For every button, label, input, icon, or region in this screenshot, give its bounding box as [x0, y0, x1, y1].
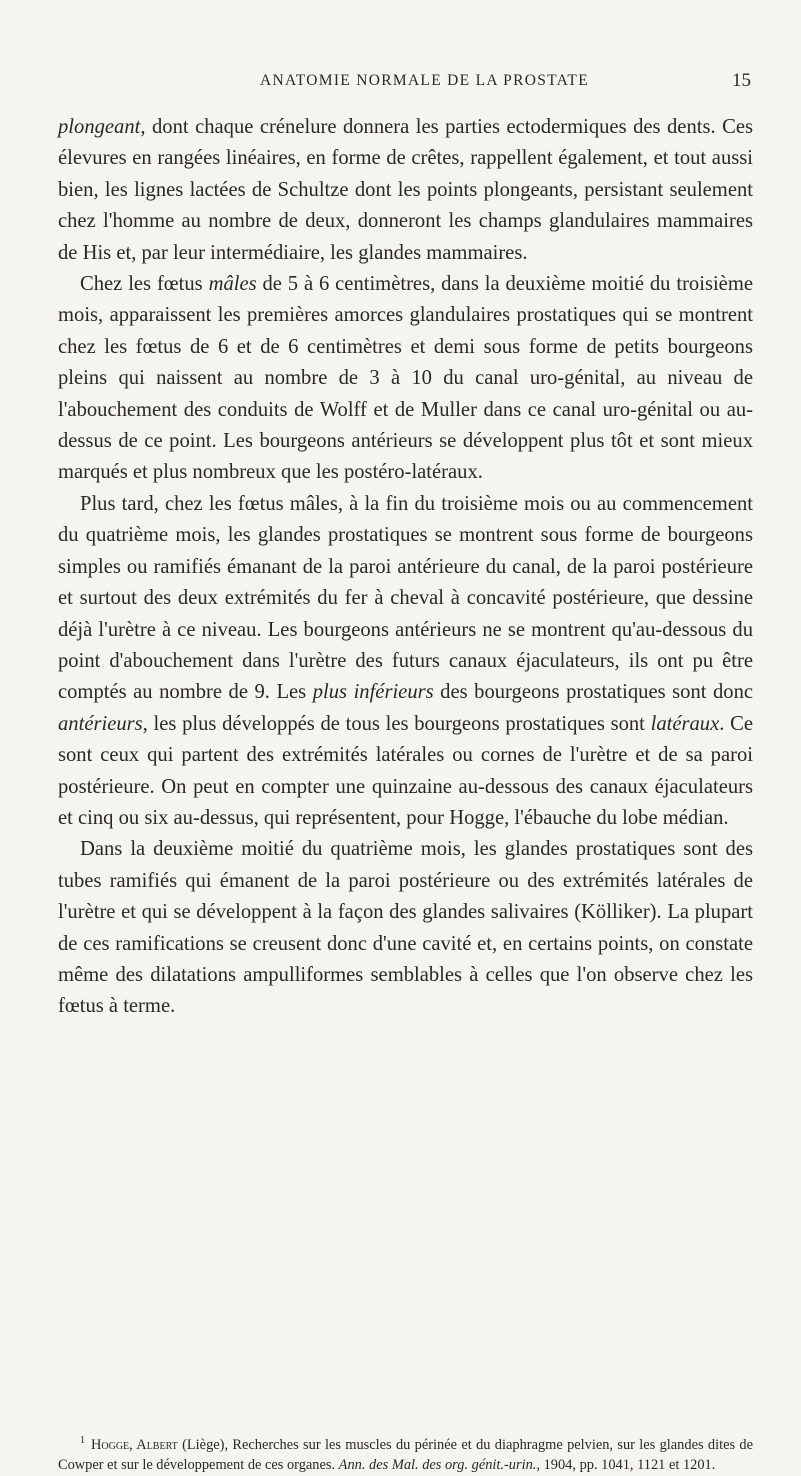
footnote-ref: , 1904, pp. 1041, 1121 et 1201.: [536, 1457, 716, 1474]
paragraph-text: Chez les fœtus: [80, 273, 209, 296]
paragraph-text: de 5 à 6 centimètres, dans la deuxième moitié du troisième mois, apparaissent les premières amorces glandulaires prostatiques qui se montrent chez les fœtus de 6 et de 6 centimètres et demi sous forme de petits bourgeons pleins qui naissent au nombre de 3 à 10 du canal uro-génital, au niveau de l'abouchement des conduits de Wolff et de Muller dans ce canal uro-génital ou au-dessus de ce point. Les bourgeons antérieurs se développent plus tôt et sont mieux marqués et plus nombreux que les postéro-latéraux.: [58, 273, 753, 484]
paragraph-text: des bourgeons prostatiques sont donc: [433, 681, 754, 704]
footnote-journal: Ann. des Mal. des org. génit.-urin.: [338, 1457, 537, 1474]
footnote-author: Hogge, Albert: [91, 1436, 178, 1453]
running-head: ANATOMIE NORMALE DE LA PROSTATE: [260, 72, 589, 89]
paragraph-4: [58, 834, 753, 1022]
page-header: [58, 72, 751, 102]
footnote-marker: 1: [80, 1435, 85, 1446]
paragraph-3: [58, 489, 753, 834]
paragraph-text: , les plus développés de tous les bourgeons prostatiques sont: [142, 712, 651, 735]
paragraph-text: Dans la deuxième moitié du quatrième mois, les glandes prostatiques sont des tubes ramifiés qui émanent de la paroi postérieure ou des extrémités latérales de l'urètre et qui se développent à la façon des glandes salivaires (Kölliker). La plupart de ces ramifications se creusent donc d'une cavité et, en certains points, on constate même des dilatations ampulliformes semblables à celles que l'on observe chez les fœtus à terme.: [58, 838, 753, 1018]
page-number: 15: [732, 70, 751, 91]
paragraph-text: , dont chaque crénelure donnera les parties ectodermiques des dents. Ces élevures en rangées linéaires, en forme de crêtes, rappellent également, et tout aussi bien, les lignes lactées de Schultze dont les points plongeants, persistant seulement chez l'homme au nombre de deux, donneront les champs glandulaires mammaires de His et, par leur intermédiaire, les glandes mammaires.: [58, 116, 753, 264]
paragraph-text: Plus tard, chez les fœtus mâles, à la fin du troisième mois ou au commencement du quatrième mois, les glandes prostatiques se montrent sous forme de bourgeons simples ou ramifiés émanant de la paroi antérieure du canal, de la paroi postérieure et surtout des deux extrémités du fer à cheval à concavité postérieure, que dessine déjà l'urètre à ce niveau. Les bourgeons antérieurs ne se montrent qu'au-dessous du point d'abouchement dans l'urètre des futurs canaux éjaculateurs, ils ont pu être comptés au nombre de 9. Les: [58, 492, 753, 704]
italic-word: plongeant: [58, 116, 141, 138]
paragraph-text: . Ce sont ceux qui partent des extrémités latérales ou cornes de l'urètre et de sa paroi postérieure. On peut en compter une quinzaine au-dessous des canaux éjaculateurs et cinq ou six au-dessus, qui représentent, pour Hogge, l'ébauche du lobe médian.: [58, 712, 753, 829]
paragraph-2: [58, 269, 753, 489]
paragraph-1: [58, 112, 753, 269]
body-text: [58, 112, 753, 1023]
italic-word: antérieurs: [58, 712, 143, 735]
italic-word: latéraux: [650, 712, 720, 735]
italic-phrase: plus inférieurs: [312, 681, 434, 704]
footnote-body: (Liège), Recherches sur les muscles du périnée et du diaphragme pelvien, sur les glandes dites de Cowper et sur le développement de ces organes.: [58, 1436, 753, 1474]
italic-word: mâles: [208, 273, 257, 296]
